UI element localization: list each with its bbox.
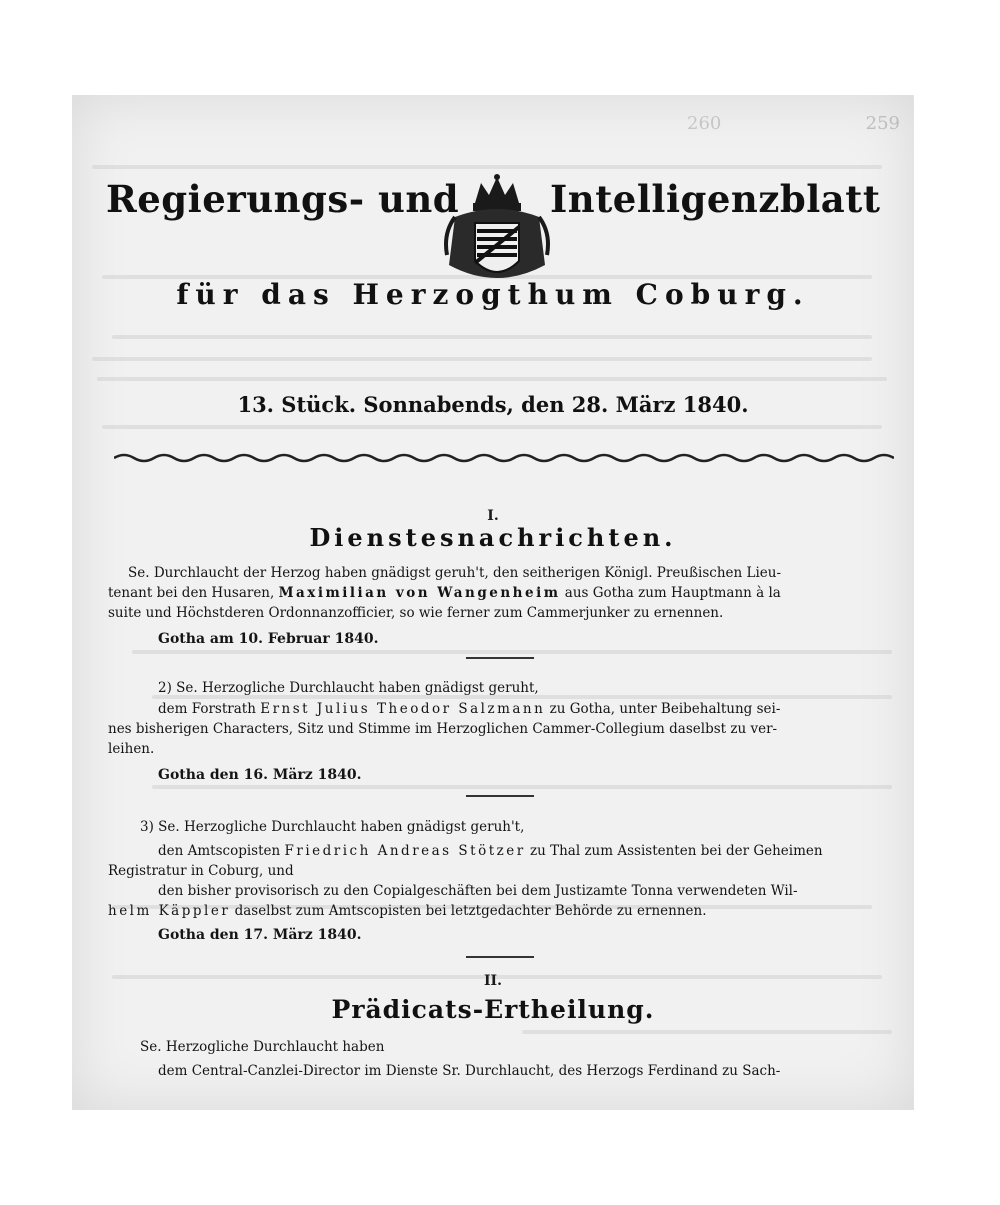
date-3: Gotha den 17. März 1840. [158, 927, 362, 943]
text-run: zu Thal zum Assistenten bei der Geheimen [529, 843, 823, 859]
section-2-line-1: Se. Herzogliche Durchlaucht haben [140, 1039, 385, 1055]
page-number: 259 [865, 113, 900, 134]
paragraph-3-line-3: den bisher provisorisch zu den Copialgeschäften bei dem Justizamte Tonna verwendeten Wil- [158, 883, 798, 899]
section-2-line-2: dem Central-Canzlei-Director im Dienste Sr. Durchlaucht, des Herzogs Ferdinand zu Sach- [158, 1063, 781, 1079]
document-page [72, 95, 914, 1110]
text-run: dem Forstrath [158, 701, 256, 717]
divider [466, 956, 534, 958]
section-heading-2: Prädicats-Ertheilung. [331, 995, 655, 1024]
paragraph-2-line-2: nes bisherigen Characters, Sitz und Stimme im Herzoglichen Cammer-Collegium daselbst zu ver- [108, 721, 778, 737]
paragraph-1-line-3: suite und Höchstderen Ordonnanzofficier, so wie ferner zum Cammerjunker zu ernennen. [108, 605, 724, 621]
text-run: aus Gotha zum Hauptmann à la [564, 585, 781, 601]
person-name: helm Käppler [108, 903, 231, 919]
paragraph-1-line-2 [108, 585, 781, 601]
paragraph-3-line-2: Registratur in Coburg, und [108, 863, 294, 879]
section-number-1: I. [487, 508, 499, 524]
wavy-separator [114, 450, 894, 466]
issue-line: 13. Stück. Sonnabends, den 28. März 1840. [237, 392, 749, 417]
person-name: Friedrich Andreas Stötzer [284, 843, 526, 859]
paragraph-3-heading: 3) Se. Herzogliche Durchlaucht haben gnädigst geruh't, [140, 819, 525, 835]
text-run: daselbst zum Amtscopisten bei letztgedachter Behörde zu ernennen. [234, 903, 707, 919]
paragraph-2-line-3: leihen. [108, 741, 155, 757]
paragraph-2-heading: 2) Se. Herzogliche Durchlaucht haben gnädigst geruht, [158, 680, 539, 696]
masthead [72, 155, 914, 245]
text-run: den Amtscopisten [158, 843, 281, 859]
title-left: Regierungs- und [106, 177, 460, 221]
person-name: Ernst Julius Theodor Salzmann [260, 701, 546, 717]
divider [466, 657, 534, 659]
title-right: Intelligenzblatt [550, 177, 881, 221]
paragraph-3-line-4 [108, 903, 707, 919]
paragraph-2-line-1 [158, 701, 780, 717]
person-name: Maximilian von Wangenheim [278, 585, 561, 601]
text-run: zu Gotha, unter Beibehaltung sei- [549, 701, 781, 717]
date-2: Gotha den 16. März 1840. [158, 767, 362, 783]
paragraph-3-line-1 [158, 843, 823, 859]
subtitle: für das Herzogthum Coburg. [176, 278, 810, 311]
reverse-page-number: 260 [687, 113, 722, 134]
section-number-2: II. [484, 973, 502, 989]
section-heading-1: Dienstesnachrichten. [309, 523, 677, 552]
date-1: Gotha am 10. Februar 1840. [158, 631, 379, 647]
paragraph-1-line-1: Se. Durchlaucht der Herzog haben gnädigst geruh't, den seitherigen Königl. Preußischen Lieu- [128, 565, 782, 581]
divider [466, 795, 534, 797]
text-run: tenant bei den Husaren, [108, 585, 275, 601]
